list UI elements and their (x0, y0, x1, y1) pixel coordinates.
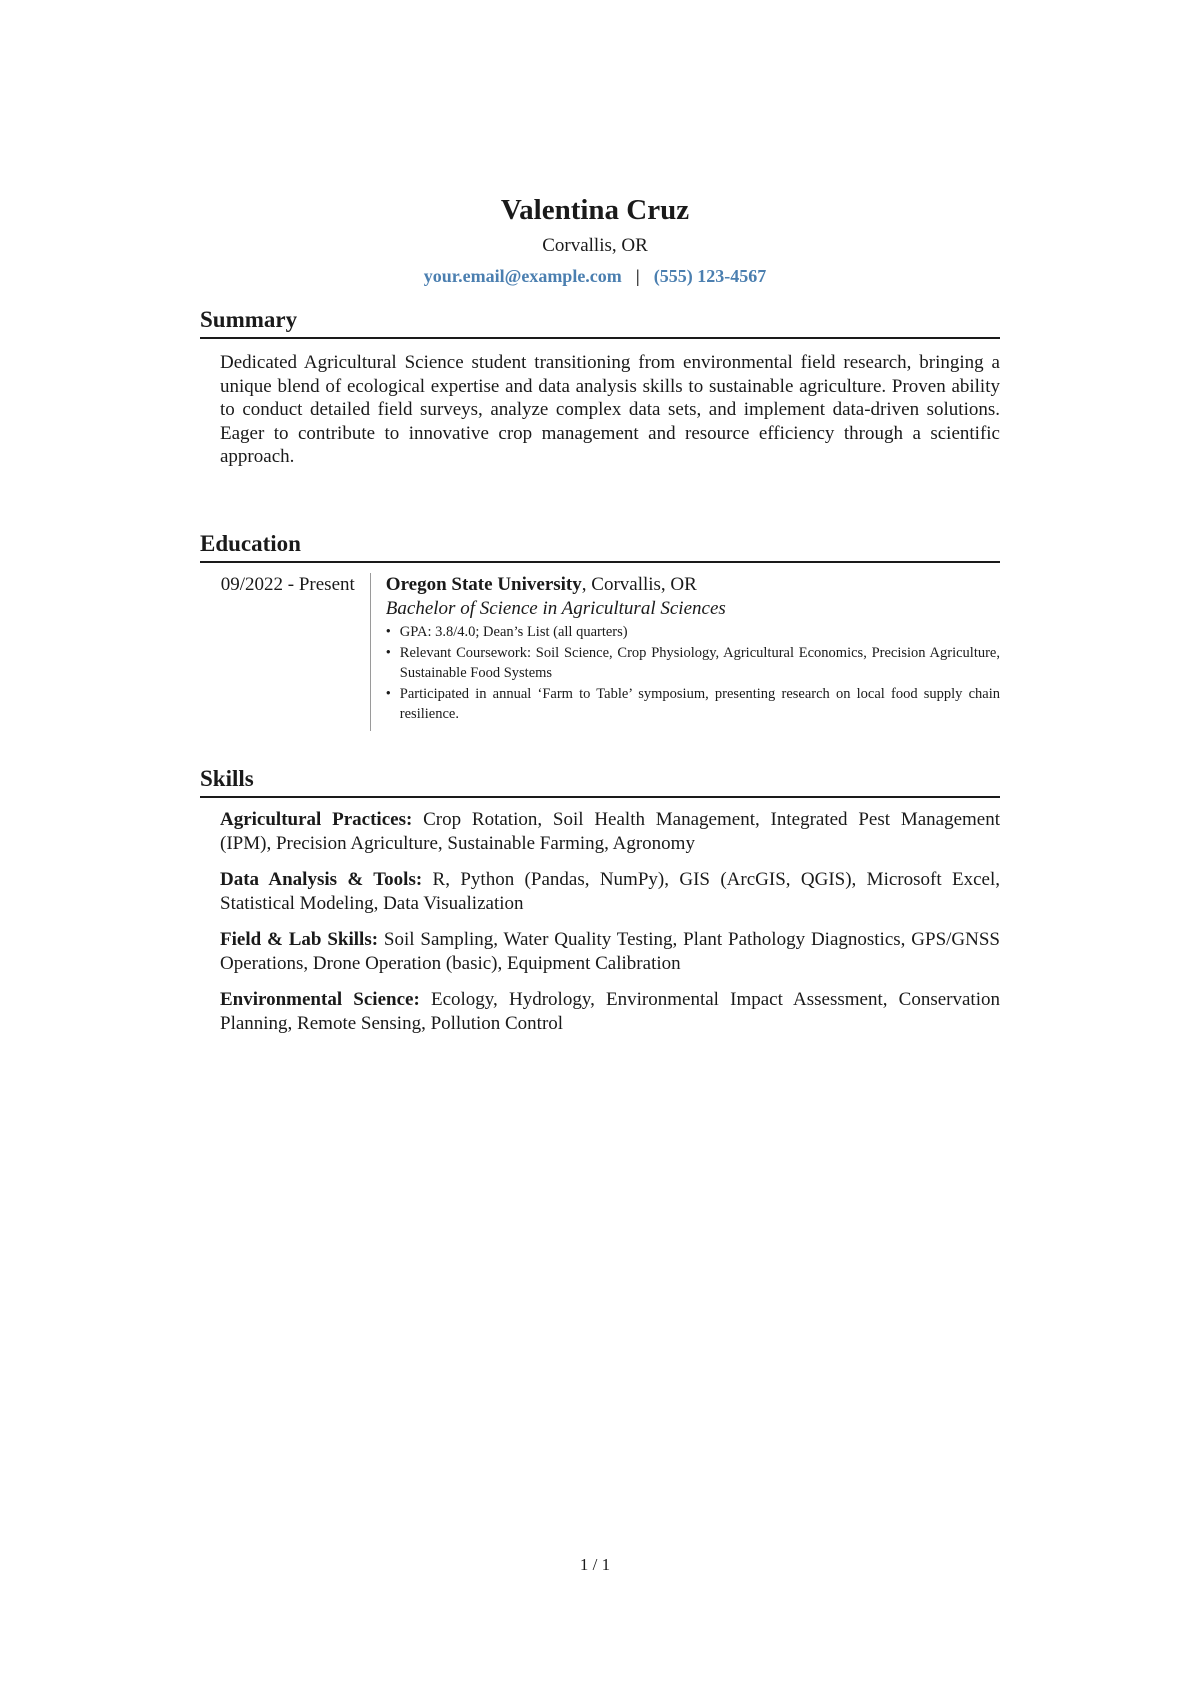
highlight-text: GPA: 3.8/4.0; Dean’s List (all quarters) (399, 624, 628, 640)
phone-link[interactable]: (555) 123-4567 (653, 266, 767, 286)
section-divider (200, 561, 1000, 563)
degree-title: Bachelor of Science in Agricultural Sciences (385, 597, 726, 619)
email-link[interactable]: your.email@example.com (423, 266, 622, 286)
page-number: 1 / 1 (579, 1555, 611, 1574)
school-location: , Corvallis, OR (581, 574, 697, 595)
skill-category: Data Analysis & Tools: (220, 869, 423, 890)
skill-category: Field & Lab Skills: (220, 929, 379, 950)
education-section (200, 530, 1000, 731)
contact-line (0, 264, 1190, 288)
list-item (386, 684, 1000, 725)
highlight-text: Participated in annual ‘Farm to Table’ symposium, presenting research on local food supply chain resilience. (399, 685, 1000, 722)
bullet-icon: • (385, 644, 391, 661)
summary-text: Dedicated Agricultural Science student transitioning from environmental field research, bringing a unique blend of ecological expertise and data analysis skills to sustainable agriculture. Proven ability to conduct detailed field surveys, analyze complex data sets, and implement data-driven solutions. Eager to contribute to innovative crop management and resource efficiency through a scientific approach. (220, 352, 1000, 467)
skill-list: Crop Rotation, Soil Health Management, Integrated Pest Management (IPM), Precision Agriculture, Sustainable Farming, Agronomy (220, 809, 1001, 854)
list-item (386, 622, 1000, 643)
school-name: Oregon State University (385, 574, 582, 595)
skill-list: Soil Sampling, Water Quality Testing, Plant Pathology Diagnostics, GPS/GNSS Operations, Drone Operation (basic), Equipment Calibration (220, 929, 1000, 974)
education-institution (386, 573, 1000, 597)
skill-entry (220, 988, 1000, 1035)
section-divider (200, 337, 1000, 339)
bullet-icon: • (385, 624, 391, 640)
skill-category: Agricultural Practices: (220, 809, 413, 830)
skill-category: Environmental Science: (220, 989, 420, 1010)
skill-entry (220, 808, 1000, 855)
section-title-education: Education (200, 531, 301, 556)
skill-entry (220, 928, 1000, 975)
list-item (386, 643, 1000, 684)
resume-header (0, 192, 1190, 288)
section-divider (200, 796, 1000, 798)
section-title-summary: Summary (200, 307, 298, 332)
contact-separator: | (635, 266, 640, 286)
highlight-text: Relevant Coursework: Soil Science, Crop Physiology, Agricultural Economics, Precision Agriculture, Sustainable Food Systems (399, 644, 1000, 681)
skill-list: R, Python (Pandas, NumPy), GIS (ArcGIS, QGIS), Microsoft Excel, Statistical Modeling, Data Visualization (220, 869, 1000, 914)
section-title-skills: Skills (200, 766, 254, 791)
summary-section (200, 306, 1000, 469)
skills-section (200, 765, 1000, 1035)
bullet-icon: • (385, 685, 391, 702)
education-entry (200, 573, 1000, 731)
skill-list: Ecology, Hydrology, Environmental Impact Assessment, Conservation Planning, Remote Sensing, Pollution Control (220, 989, 1000, 1034)
education-dates: 09/2022 - Present (220, 574, 355, 595)
education-highlights (386, 622, 1000, 725)
education-details (370, 573, 1000, 731)
skill-entry (220, 868, 1000, 915)
candidate-name: Valentina Cruz (500, 194, 690, 226)
candidate-location: Corvallis, OR (542, 235, 648, 256)
